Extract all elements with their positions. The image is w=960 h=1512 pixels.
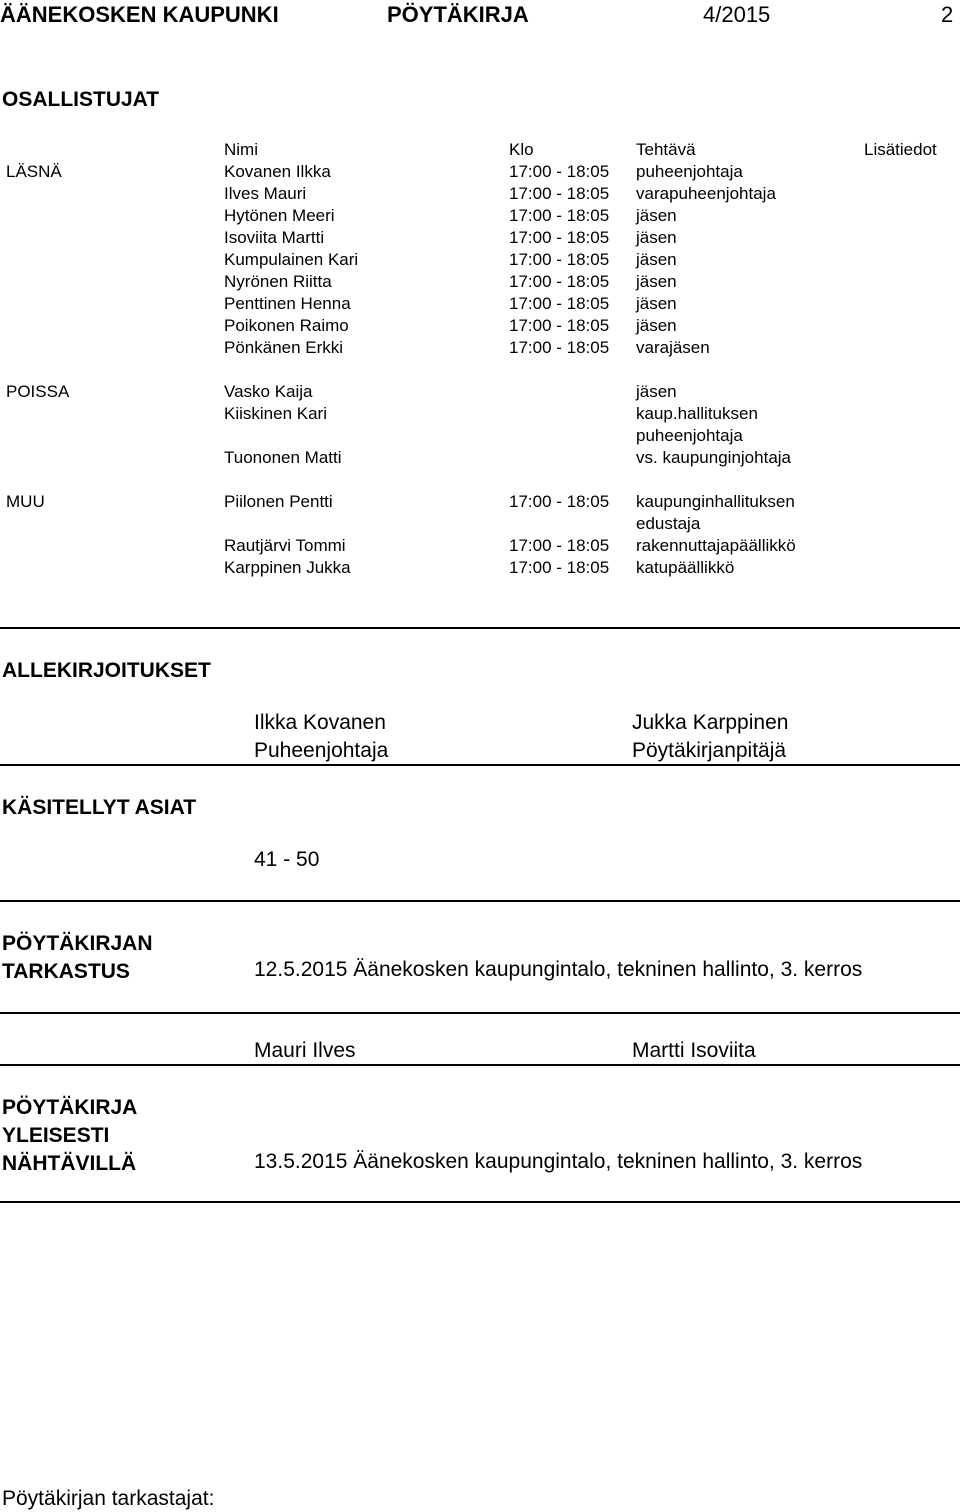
present-time: 17:00 - 18:05 [509, 316, 610, 335]
public-display-title: PÖYTÄKIRJA YLEISESTI NÄHTÄVILLÄ [2, 1096, 137, 1175]
chair-name: Ilkka Kovanen [254, 711, 386, 734]
column-header-name: Nimi [224, 140, 258, 159]
absent-role: kaup.hallituksen [636, 404, 758, 423]
absent-label: POISSA [6, 382, 70, 401]
present-role: jäsen [636, 294, 677, 313]
absent-name: Vasko Kaija [224, 382, 313, 401]
header-org: ÄÄNEKOSKEN KAUPUNKI [0, 2, 279, 27]
section-divider [0, 1064, 960, 1066]
absent-role: jäsen [636, 382, 677, 401]
present-name: Kumpulainen Kari [224, 250, 359, 269]
secretary-title: Pöytäkirjanpitäjä [632, 739, 787, 762]
other-role: kaupunginhallituksen [636, 492, 795, 511]
chair-title: Puheenjohtaja [254, 739, 389, 762]
present-name: Penttinen Henna [224, 294, 351, 313]
other-role-continued: edustaja [636, 514, 701, 533]
other-role: katupäällikkö [636, 558, 735, 577]
present-role: jäsen [636, 206, 677, 225]
header-number: 4/2015 [703, 2, 771, 27]
other-name: Rautjärvi Tommi [224, 536, 346, 555]
present-time: 17:00 - 18:05 [509, 206, 610, 225]
signatures-title: ALLEKIRJOITUKSET [2, 659, 211, 682]
section-divider [0, 764, 960, 766]
other-role: rakennuttajapäällikkö [636, 536, 796, 555]
present-name: Nyrönen Riitta [224, 272, 332, 291]
participants-title: OSALLISTUJAT [2, 88, 160, 111]
present-time: 17:00 - 18:05 [509, 184, 610, 203]
present-time: 17:00 - 18:05 [509, 250, 610, 269]
present-time: 17:00 - 18:05 [509, 162, 610, 181]
other-label: MUU [6, 492, 45, 511]
matters-range: 41 - 50 [254, 848, 320, 871]
header-doc-type: PÖYTÄKIRJA [387, 2, 529, 27]
present-time: 17:00 - 18:05 [509, 228, 610, 247]
absent-role: vs. kaupunginjohtaja [636, 448, 792, 467]
present-role: jäsen [636, 272, 677, 291]
present-label: LÄSNÄ [6, 162, 62, 181]
other-name: Piilonen Pentti [224, 492, 333, 511]
present-role: varajäsen [636, 338, 710, 357]
header-page-number: 2 [941, 2, 954, 27]
present-name: Isoviita Martti [224, 228, 325, 247]
absent-role-continued: puheenjohtaja [636, 426, 743, 445]
matters-title: KÄSITELLYT ASIAT [2, 796, 197, 819]
public-display-detail: 13.5.2015 Äänekosken kaupungintalo, tekninen hallinto, 3. kerros [254, 1150, 863, 1173]
column-header-info: Lisätiedot [864, 140, 937, 159]
reviewer-name: Mauri Ilves [254, 1039, 356, 1062]
other-time: 17:00 - 18:05 [509, 536, 610, 555]
review-detail: 12.5.2015 Äänekosken kaupungintalo, tekninen hallinto, 3. kerros [254, 958, 863, 981]
review-title: PÖYTÄKIRJAN TARKASTUS [2, 932, 153, 983]
other-time: 17:00 - 18:05 [509, 558, 610, 577]
present-role: jäsen [636, 250, 677, 269]
present-name: Ilves Mauri [224, 184, 307, 203]
other-time: 17:00 - 18:05 [509, 492, 610, 511]
absent-name: Tuononen Matti [224, 448, 342, 467]
footer-reviewers-label: Pöytäkirjan tarkastajat: [2, 1487, 215, 1510]
present-name: Poikonen Raimo [224, 316, 349, 335]
column-header-role: Tehtävä [636, 140, 696, 159]
section-divider [0, 900, 960, 902]
present-role: jäsen [636, 228, 677, 247]
present-name: Hytönen Meeri [224, 206, 335, 225]
section-divider [0, 627, 960, 629]
section-divider [0, 1012, 960, 1014]
secretary-name: Jukka Karppinen [632, 711, 789, 734]
present-role: puheenjohtaja [636, 162, 743, 181]
present-name: Pönkänen Erkki [224, 338, 344, 357]
present-role: jäsen [636, 316, 677, 335]
other-name: Karppinen Jukka [224, 558, 351, 577]
section-divider [0, 1201, 960, 1203]
column-header-time: Klo [509, 140, 534, 159]
present-time: 17:00 - 18:05 [509, 338, 610, 357]
present-time: 17:00 - 18:05 [509, 272, 610, 291]
reviewer-name: Martti Isoviita [632, 1039, 756, 1062]
present-role: varapuheenjohtaja [636, 184, 776, 203]
present-time: 17:00 - 18:05 [509, 294, 610, 313]
present-name: Kovanen Ilkka [224, 162, 331, 181]
absent-name: Kiiskinen Kari [224, 404, 327, 423]
